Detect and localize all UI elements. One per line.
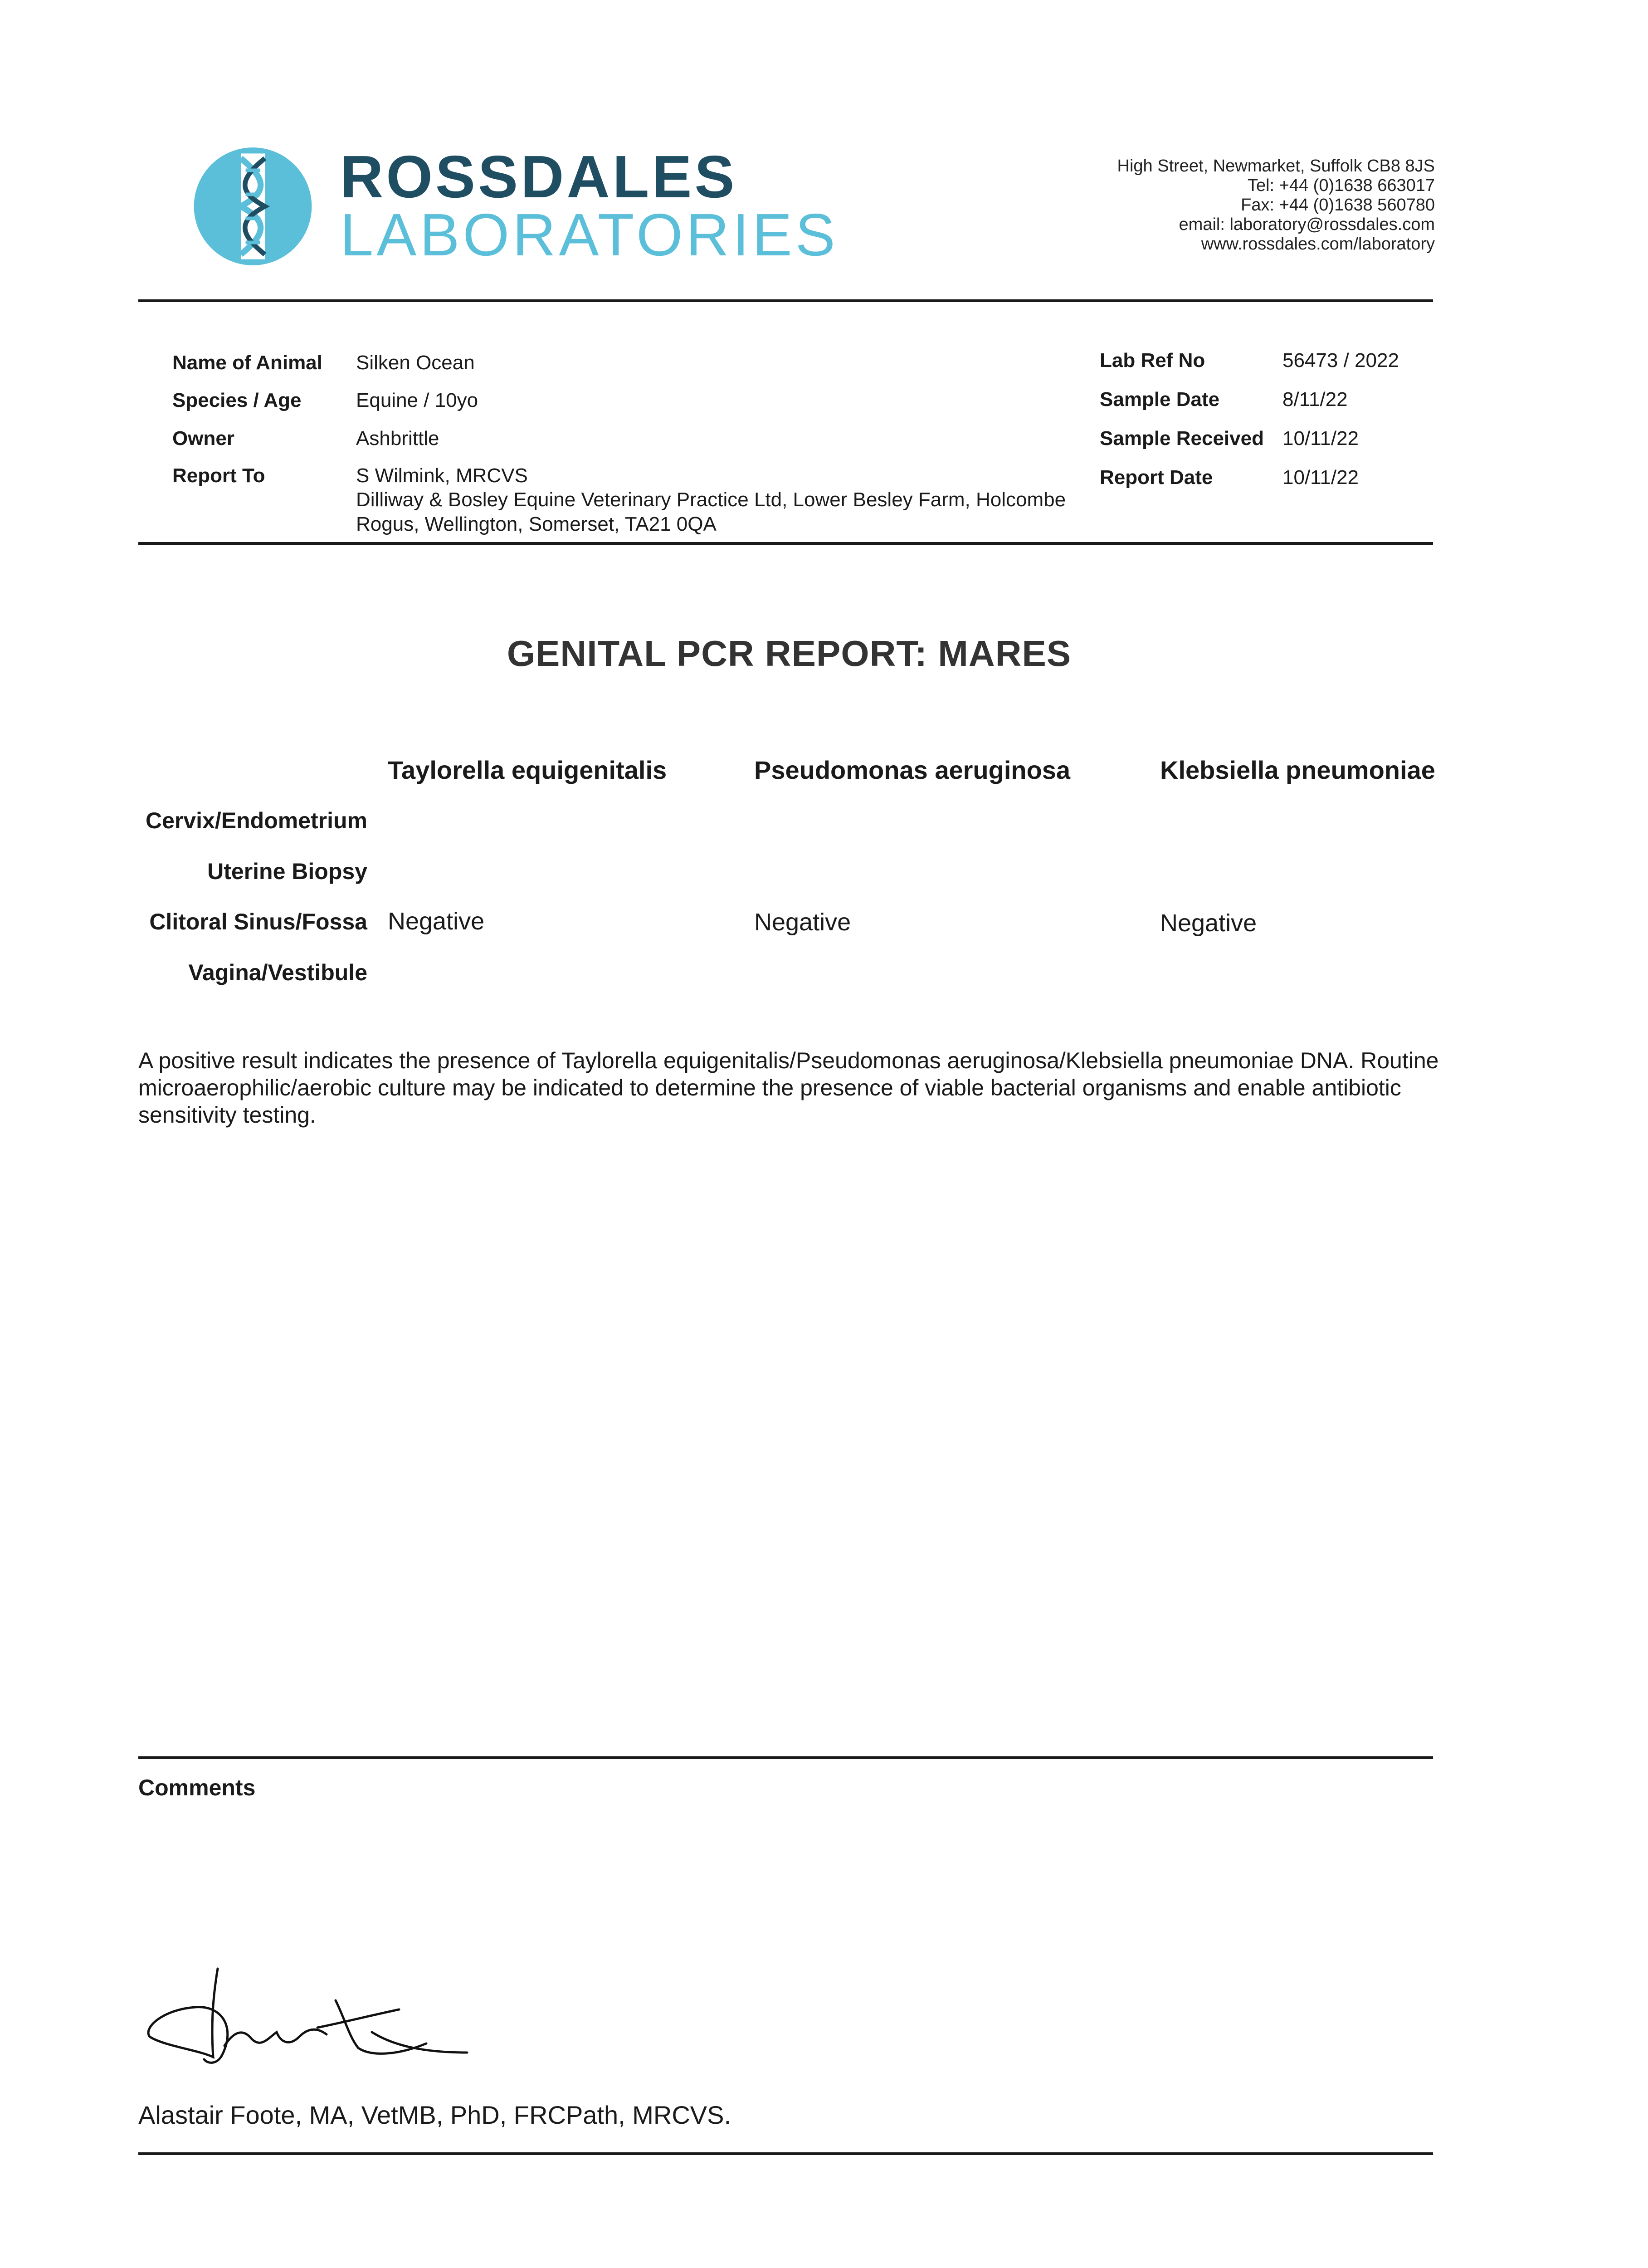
column-header-taylorella: Taylorella equigenitalis xyxy=(388,756,667,784)
animal-value: Silken Ocean xyxy=(356,352,475,374)
brand-name-line2: LABORATORIES xyxy=(340,201,839,268)
report-date-label: Report Date xyxy=(1100,466,1213,489)
site-label-cervix: Cervix/Endometrium xyxy=(145,808,367,833)
contact-address: High Street, Newmarket, Suffolk CB8 8JS xyxy=(1117,156,1435,176)
footer-divider xyxy=(138,2152,1433,2155)
result-clitoral-taylorella: Negative xyxy=(388,908,485,935)
lab-ref-value: 56473 / 2022 xyxy=(1282,349,1399,371)
species-label: Species / Age xyxy=(172,389,302,411)
comments-label: Comments xyxy=(138,1775,256,1800)
report-to-value: S Wilmink, MRCVS xyxy=(356,464,528,487)
owner-value: Ashbrittle xyxy=(356,427,439,450)
sample-date-value: 8/11/22 xyxy=(1282,388,1348,411)
contact-website: www.rossdales.com/laboratory xyxy=(1201,235,1435,254)
column-header-pseudomonas: Pseudomonas aeruginosa xyxy=(754,756,1071,784)
site-label-uterine-biopsy: Uterine Biopsy xyxy=(207,859,367,884)
dna-helix-icon xyxy=(193,145,313,268)
contact-email: email: laboratory@rossdales.com xyxy=(1179,215,1435,234)
site-label-clitoral-sinus: Clitoral Sinus/Fossa xyxy=(149,909,367,934)
owner-label: Owner xyxy=(172,427,234,450)
signature-image xyxy=(145,1960,472,2068)
report-to-label: Report To xyxy=(172,464,265,487)
report-title: GENITAL PCR REPORT: MARES xyxy=(507,633,1072,674)
column-header-klebsiella: Klebsiella pneumoniae xyxy=(1160,756,1435,784)
sample-received-label: Sample Received xyxy=(1100,427,1264,450)
details-divider xyxy=(138,542,1433,545)
contact-block xyxy=(1117,156,1435,254)
result-clitoral-pseudomonas: Negative xyxy=(754,909,851,936)
species-value: Equine / 10yo xyxy=(356,389,478,411)
interpretation-note: A positive result indicates the presence of Taylorella equigenitalis/Pseudomonas aeruginosa/Klebsiella pneumoniae DNA. Routine microaerophilic/aerobic culture may be indicated to determine the presence of viable bacterial organisms and enable antibiotic sensitivity testing. xyxy=(138,1048,1439,1128)
contact-tel: Tel: +44 (0)1638 663017 xyxy=(1247,176,1435,195)
comments-divider xyxy=(138,1756,1433,1759)
sample-received-value: 10/11/22 xyxy=(1282,427,1359,450)
result-clitoral-klebsiella: Negative xyxy=(1160,909,1257,937)
site-label-vagina: Vagina/Vestibule xyxy=(188,960,367,985)
sample-date-label: Sample Date xyxy=(1100,388,1220,411)
header-divider xyxy=(138,299,1433,302)
signatory-name: Alastair Foote, MA, VetMB, PhD, FRCPath, MRCVS. xyxy=(138,2101,731,2129)
brand-name-line1: ROSSDALES xyxy=(340,143,737,210)
lab-ref-label: Lab Ref No xyxy=(1100,349,1205,371)
report-to-address: Dilliway & Bosley Equine Veterinary Practice Ltd, Lower Besley Farm, Holcombe Rogus, Wellington, Somerset, TA21 0QA xyxy=(356,489,1066,535)
report-date-value: 10/11/22 xyxy=(1282,466,1359,489)
contact-fax: Fax: +44 (0)1638 560780 xyxy=(1241,196,1435,215)
animal-label: Name of Animal xyxy=(172,352,322,374)
